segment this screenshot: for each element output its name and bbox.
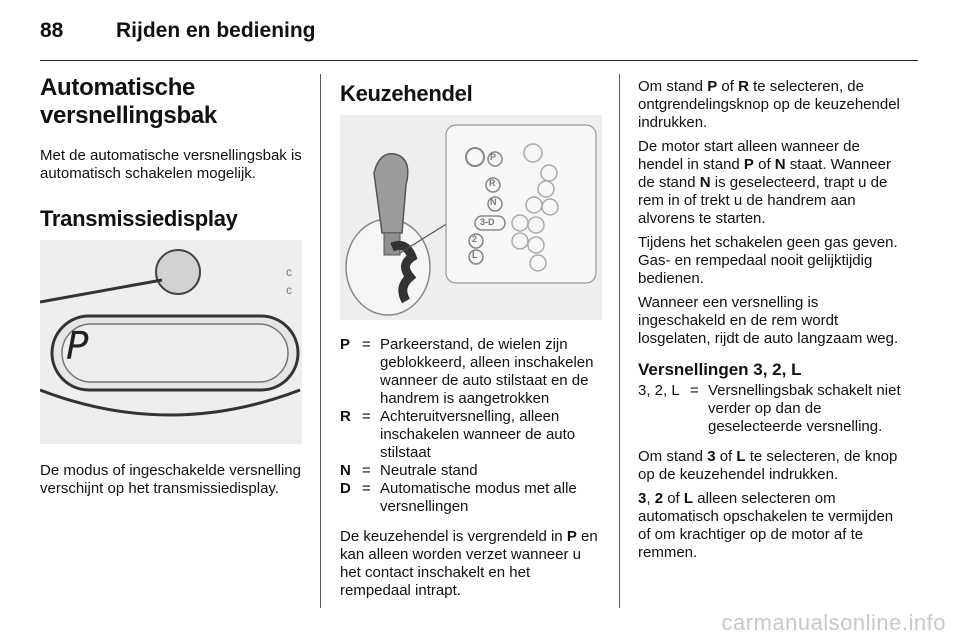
text-run: staat. Wanneer de stand <box>638 156 891 191</box>
definition-key: P <box>340 336 351 353</box>
text-run: of <box>717 78 739 95</box>
selector-title: Keuzehendel <box>340 81 473 106</box>
bold-run: 3 <box>638 490 647 507</box>
column-3 <box>638 78 904 562</box>
paragraph-engine-start <box>638 138 904 228</box>
column-divider-2 <box>619 74 620 608</box>
watermark: carmanualsonline.info <box>721 610 946 635</box>
gate-label-3d: 3-D <box>480 217 495 227</box>
definition-gears <box>638 382 904 436</box>
definition-eq: = <box>362 480 371 497</box>
text-run: alleen selecteren om automatisch opschakelen te vermijden of om krachtiger op de motor af te remmen. <box>638 490 894 561</box>
bold-run: R <box>738 78 749 95</box>
gate-label-l: L <box>472 250 478 260</box>
selector-svg <box>340 115 602 320</box>
definition-key: N <box>340 462 351 479</box>
definition-value: Automatische modus met alle versnellingen <box>380 480 577 515</box>
header-rule <box>40 60 918 61</box>
page-number: 88 <box>40 19 64 42</box>
bold-run: N <box>699 174 711 191</box>
section-title: Rijden en bediening <box>116 19 316 42</box>
chapter-title-line2: versnellingsbak <box>40 102 217 129</box>
bold-run: L <box>736 448 746 465</box>
bold-run: N <box>774 156 786 173</box>
text-run: De keuzehendel is vergrendeld in <box>340 528 567 545</box>
bold-run: P <box>743 156 754 173</box>
definition-value: Achteruitversnelling, alleen inschakelen wanneer de auto stilstaat <box>380 408 576 461</box>
text-run: of <box>753 156 775 173</box>
definition-p <box>340 336 604 408</box>
transmission-display-illustration <box>40 240 302 444</box>
definition-value: Parkeerstand, de wielen zijn geblokkeerd, alleen inschakelen wanneer de auto stilstaat en de handrem is aangetrokken <box>380 336 594 407</box>
definition-d <box>340 480 604 516</box>
text-run: of <box>663 490 684 507</box>
chapter-title <box>40 74 306 130</box>
definition-key: D <box>340 480 351 497</box>
text-run: te selecteren, de knop op de keuzehendel indrukken. <box>638 448 898 483</box>
definition-n <box>340 462 604 480</box>
paragraph-use-3-2-l <box>638 490 904 562</box>
gate-label-p: P <box>490 152 497 162</box>
bold-run: P <box>566 528 577 545</box>
text-run: is geselecteerd, trapt u de rem in of trekt u de handrem aan alvorens te starten. <box>638 174 888 227</box>
gears-subtitle: Versnellingen 3, 2, L <box>638 360 802 379</box>
definition-r <box>340 408 604 462</box>
column-1 <box>40 74 306 233</box>
paragraph-select-3-l <box>638 448 904 484</box>
definition-value: Neutrale stand <box>380 462 478 479</box>
display-gear-letter: P <box>66 324 89 368</box>
gate-label-n: N <box>490 197 497 207</box>
selector-lever-illustration <box>340 115 602 320</box>
display-description: De modus of ingeschakelde versnelling verschijnt op het transmissiedisplay. <box>40 462 301 497</box>
svg-text:c: c <box>286 283 292 297</box>
paragraph-creep: Wanneer een versnelling is ingeschakeld en de rem wordt losgelaten, rijdt de auto langzaam weg. <box>638 294 899 347</box>
lock-paragraph <box>340 528 604 600</box>
gate-label-2: 2 <box>472 234 478 244</box>
text-run: , <box>646 490 655 507</box>
paragraph-select-p-r <box>638 78 904 132</box>
bold-run: 2 <box>654 490 664 507</box>
bold-run: P <box>707 78 718 95</box>
definition-eq: = <box>362 408 371 425</box>
svg-text:c: c <box>286 265 292 279</box>
text-run: of <box>715 448 737 465</box>
text-run: te selecteren, de ontgrendelingsknop op de keuzehendel indrukken. <box>638 78 900 131</box>
column-divider-1 <box>320 74 321 608</box>
gear-definitions <box>340 336 604 516</box>
text-run: en kan alleen worden verzet wanneer u het contact inschakelt en het rempedaal intrapt. <box>340 528 598 599</box>
definition-key: R <box>340 408 351 425</box>
text-run: Om stand <box>638 78 708 95</box>
chapter-title-line1: Automatische <box>40 74 196 101</box>
definition-eq: = <box>362 462 371 479</box>
bold-run: 3 <box>707 448 716 465</box>
intro-text: Met de automatische versnellingsbak is automatisch schakelen mogelijk. <box>40 147 302 182</box>
paragraph-no-gas: Tijdens het schakelen geen gas geven. Gas- en rempedaal nooit gelijktijdig bedienen. <box>638 234 898 287</box>
definition-eq: = <box>362 336 371 353</box>
display-title: Transmissiedisplay <box>40 206 238 231</box>
text-run: De motor start alleen wanneer de hendel in stand <box>638 138 860 173</box>
definition-key: 3, 2, L <box>638 382 680 399</box>
definition-eq: = <box>690 382 699 399</box>
text-run: Om stand <box>638 448 708 465</box>
gate-label-r: R <box>489 178 496 188</box>
definition-value: Versnellingsbak schakelt niet verder op dan de geselecteerde versnelling. <box>708 382 901 435</box>
bold-run: L <box>683 490 694 507</box>
